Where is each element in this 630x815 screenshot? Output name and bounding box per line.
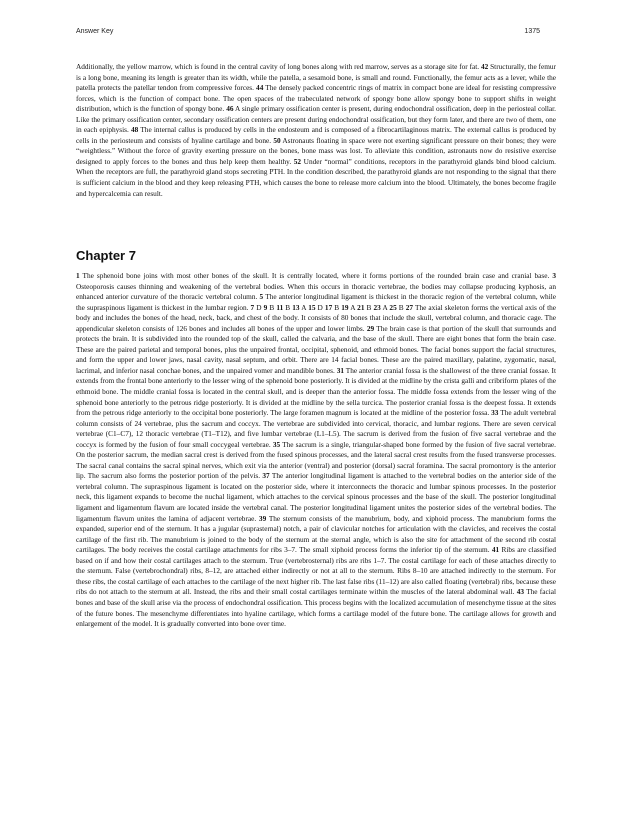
answer-number: 17 xyxy=(324,302,333,312)
answer-number: 9 xyxy=(263,302,268,312)
answer-number: 44 xyxy=(256,83,264,93)
answer-text: D xyxy=(315,302,325,312)
answer-text: A single primary ossification center is present, during endochondral ossification, deep in the periosteal collar. Like the primary ossification center, secondary ossification centers are present during endochondral ossification, but they form later, and there are two of them, one in each epiphysis. xyxy=(76,104,556,135)
answer-text: A xyxy=(299,302,309,312)
answer-number: 35 xyxy=(272,439,281,449)
answer-text: The anterior longitudinal ligament is attached to the vertebral bodies on the anterior side of the vertebral column. The supraspinous ligament is located on the posterior side, where it interconnects the thoracic and lumbar spinous processes. In the posterior neck, this ligament expands to become the nuchal ligament, which attaches to the cervical spinous processes and the base of the skull. The posterior longitudinal ligament and ligamentum flavum are located inside the vertebral canal. The posterior longitudinal ligament unites the posterior sides of the vertebral bodies. The ligamentum flavum unites the lamina of adjacent vertebrae. xyxy=(76,471,556,523)
answer-text: The axial skeleton forms the vertical axis of the body and includes the bones of the head, neck, back, and chest of the body. It consists of 80 bones that include the skull, vertebral column, and thoracic cage. The appendicular skeleton consists of 126 bones and includes all bones of the upper and lower limbs. xyxy=(76,302,557,333)
answer-text: A xyxy=(380,302,390,312)
running-title: Answer Key xyxy=(76,28,114,35)
answer-number: 19 xyxy=(341,302,349,312)
answer-text: The sphenoid bone joins with most other bones of the skull. It is centrally located, where it forms portions of the rounded brain case and cranial base. xyxy=(79,271,553,280)
answer-number: 1 xyxy=(76,271,80,280)
answer-number: 46 xyxy=(226,104,234,114)
answer-number: 33 xyxy=(491,408,499,418)
answer-text: B xyxy=(364,302,374,312)
answer-number: 52 xyxy=(293,156,302,166)
answer-text: B xyxy=(332,302,342,312)
answer-text: Osteoporosis causes thinning and weakening of the vertebral bodies. When this occurs in thoracic vertebrae, the bodies may collapse producing kyphosis, an enhanced anterior curvature of the thoracic vertebral column. xyxy=(76,281,556,302)
answer-number: 5 xyxy=(259,292,264,302)
answer-text: The densely packed concentric rings of matrix in compact bone are ideal for resisting compressive forces, which is the function of compact bone. The open spaces of the trabeculated network of spongy bone allow spongy bone to support shifts in weight distribution, which is the function of spongy bone. xyxy=(76,83,556,114)
answer-number: 7 xyxy=(250,302,255,312)
answer-text: B xyxy=(283,302,293,312)
answer-number: 37 xyxy=(262,471,270,481)
answer-text: The anterior cranial fossa is the shallowest of the three cranial fossae. It extends from the frontal bone anteriorly to the lesser wing of the sphenoid bone posteriorly. It is divided at the midline by the crista galli and cribriform plates of the ethmoid bone. The middle cranial fossa is located in the central skull, and is deeper than the anterior fossa. The middle fossa extends from the lesser wing of the sphenoid bone anteriorly to the petrous ridge posteriorly. It is divided at the midline by the sella turcica. The posterior cranial fossa is the deepest fossa. It extends from the petrous ridge anteriorly to the occipital bone posteriorly. The large foramen magnum is located at the midline of the posterior fossa. xyxy=(76,365,556,418)
answer-number: 13 xyxy=(292,302,300,312)
answer-text: The facial bones and base of the skull arise via the process of endochondral ossification. This process begins with the localized accumulation of mesenchyme tissue at the sites of the future bones. The mesenchyme differentiates into hyaline cartilage, which forms a cartilage model of the future bone. The cartilage allows for growth and enlargement of the model. It is gradually converted into bone over time. xyxy=(76,587,556,629)
answer-number: 23 xyxy=(373,302,381,312)
answer-text: Under “normal” conditions, receptors in the parathyroid glands bind blood calcium. When the receptors are full, the parathyroid gland stops secreting PTH. In the condition described, the parathyroid glands are not responding to the signal that there is sufficient calcium in the blood and they keep releasing PTH, which causes the bone to release more calcium into the blood. Ultimately, the bones become fragile and hypercalcemia can result. xyxy=(76,156,557,198)
answer-number: 48 xyxy=(130,125,139,135)
answer-text: Structurally, the femur is a long bone, meaning its length is greater than its width, while the patella, a sesamoid bone, is small and round. Functionally, the femur acts as a lever, while the patella protects the patellar tendon from compressive forces. xyxy=(76,62,556,93)
chapter-heading: Chapter 7 xyxy=(76,248,136,263)
answer-text: The brain case is that portion of the skull that surrounds and protects the brain. It is subdivided into the rounded top of the skull, called the calvaria, and the base of the skull. There are eight bones that form the brain case. These are the paired parietal and temporal bones, plus the unpaired frontal, occipital, sphenoid, and ethmoid bones. The facial bones support the facial structures, and form the upper and lower jaws, nasal cavity, nasal septum, and orbit. There are 14 facial bones. These are the paired maxillary, palatine, zygomatic, nasal, lacrimal, and inferior nasal conchae bones, and the unpaired vomer and mandible bones. xyxy=(76,323,557,375)
page-number: 1375 xyxy=(524,28,540,35)
answer-number: 43 xyxy=(516,587,525,597)
answer-number: 41 xyxy=(491,545,500,555)
answer-number: 29 xyxy=(366,323,375,333)
answer-text: D xyxy=(254,302,264,312)
answer-text: Additionally, the yellow marrow, which is found in the central cavity of long bones along with red marrow, serves as a storage site for fat. xyxy=(76,62,481,71)
answer-number: 27 xyxy=(405,302,414,312)
answer-number: 42 xyxy=(480,62,489,71)
answer-number: 31 xyxy=(336,365,345,375)
running-header xyxy=(76,28,540,35)
answer-text: B xyxy=(396,302,406,312)
answer-paragraph-chapter-6-end xyxy=(76,62,556,199)
answer-number: 21 xyxy=(357,302,365,312)
answer-number: 50 xyxy=(273,135,281,145)
answer-text: A xyxy=(348,302,358,312)
answer-text: The anterior longitudinal ligament is thickest in the thoracic region of the vertebral column, while the supraspinous ligament is thickest in the lumbar region. xyxy=(76,292,556,312)
answer-number: 11 xyxy=(276,302,284,312)
answer-text: B xyxy=(267,302,277,312)
answer-text: The adult vertebral column consists of 24 vertebrae, plus the sacrum and coccyx. The vertebrae are subdivided into cervical, thoracic, and lumbar regions. There are seven cervical vertebrae (C1–C7), 12 thoracic vertebrae (T1–T12), and five lumbar vertebrae (L1–L5). The sacrum is derived from the fusion of five sacral vertebrae and the coccyx is formed by the fusion of four small coccygeal vertebrae. xyxy=(76,408,556,449)
answer-text: The sacrum is a single, triangular-shaped bone formed by the fusion of five sacral vertebrae. On the posterior sacrum, the median sacral crest is derived from the fused spinous processes, and the lateral sacral crest results from the fused transverse processes. The sacral canal contains the sacral spinal nerves, which exit via the anterior (ventral) and posterior (dorsal) sacral foramina. The sacral promontory is the anterior lip. The sacrum also forms the posterior portion of the pelvis. xyxy=(76,439,556,481)
answer-text: Ribs are classified based on if and how their costal cartilages attach to the sternum. True (vertebrosternal) ribs are ribs 1–7. The costal cartilage for each of these attaches directly to the sternum. False (vertebrochondral) ribs, 8–12, are attached either indirectly or not at all to the sternum. Ribs 8–10 are attached indirectly to the sternum. For these ribs, the costal cartilage of each attaches to the cartilage of the next higher rib. The last false ribs (11–12) are also called floating (vertebral) ribs, because these ribs do not attach to the sternum at all. Instead, the ribs and their small costal cartilages terminate within the muscles of the lateral abdominal wall. xyxy=(76,545,556,597)
answer-number: 25 xyxy=(389,302,397,312)
answer-text: The sternum consists of the manubrium, body, and xiphoid process. The manubrium forms the expanded, superior end of the sternum. It has a jugular (suprasternal) notch, a pair of clavicular notches for articulation with the clavicles, and receives the costal cartilage of the first rib. The manubrium is joined to the body of the sternum at the sternal angle, which is also the site for attachment of the second rib costal cartilages. The body receives the costal cartilage attachments for ribs 3–7. The small xiphoid process forms the inferior tip of the sternum. xyxy=(76,513,556,555)
answer-text: Astronauts floating in space were not exerting significant pressure on their bones; they were “weightless.” Without the force of gravity exerting pressure on the bones, bone mass was lost. To alleviate this condition, astronauts now do resistive exercise designed to apply forces to the bones and thus help keep them healthy. xyxy=(76,135,557,166)
answer-paragraph-chapter-7 xyxy=(76,271,556,630)
answer-number: 39 xyxy=(258,513,267,523)
answer-number: 3 xyxy=(552,271,556,280)
answer-text: The internal callus is produced by cells in the endosteum and is composed of a fibrocartilaginous matrix. The external callus is produced by cells in the periosteum and consists of hyaline cartilage and bone. xyxy=(76,125,556,145)
answer-number: 15 xyxy=(308,302,316,312)
